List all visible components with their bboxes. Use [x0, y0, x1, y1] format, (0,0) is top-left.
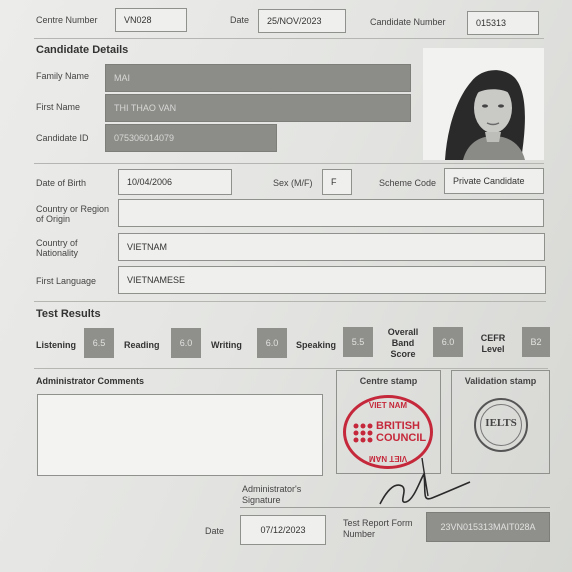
family-name-field: MAI: [105, 64, 411, 92]
centre-number-label: Centre Number: [36, 15, 98, 25]
first-name-field: THI THAO VAN: [105, 94, 411, 122]
stamp-line2: COUNCIL: [376, 432, 427, 444]
cefr-level-score: B2: [522, 327, 550, 357]
footer-date-field: 07/12/2023: [240, 515, 326, 545]
family-name-label: Family Name: [36, 71, 90, 81]
stamp-top-text: VIET NAM: [368, 401, 408, 410]
speaking-score: 5.5: [343, 327, 373, 357]
ielts-seal: [474, 398, 528, 452]
candidate-number-label: Candidate Number: [370, 17, 446, 27]
stamp-line1: BRITISH: [376, 420, 420, 432]
scheme-code-field: Private Candidate: [444, 168, 544, 194]
admin-comments-label: Administrator Comments: [36, 376, 145, 386]
reading-label: Reading: [124, 340, 160, 350]
nationality-field: VIETNAM: [118, 233, 545, 261]
centre-stamp-label: Centre stamp: [359, 376, 418, 386]
overall-band-score: 6.0: [433, 327, 463, 357]
candidate-id-label: Candidate ID: [36, 133, 89, 143]
date-field: 25/NOV/2023: [258, 9, 346, 33]
reading-score: 6.0: [171, 328, 201, 358]
candidate-number-field: 015313: [467, 11, 539, 35]
trf-number-label: Test Report Form Number: [343, 518, 413, 539]
listening-label: Listening: [36, 340, 76, 350]
writing-label: Writing: [211, 340, 242, 350]
footer-date-label: Date: [205, 526, 225, 536]
speaking-label: Speaking: [296, 340, 337, 350]
overall-band-label: Overall Band Score: [387, 327, 419, 359]
scheme-code-label: Scheme Code: [379, 178, 437, 188]
nationality-label: Country of Nationality: [36, 238, 79, 258]
origin-field: [118, 199, 544, 227]
signature-label: Administrator's Signature: [242, 484, 302, 505]
candidate-photo: [423, 48, 544, 160]
date-label: Date: [230, 15, 250, 25]
admin-comments-field: [37, 394, 323, 476]
sex-field: F: [322, 169, 352, 195]
cefr-level-label: CEFR Level: [480, 333, 506, 354]
test-results-title: Test Results: [36, 308, 101, 320]
centre-number-field: VN028: [115, 8, 187, 32]
first-language-label: First Language: [36, 276, 97, 286]
trf-number-field: 23VN015313MAIT028A: [426, 512, 550, 542]
origin-label: Country or Region of Origin: [36, 204, 110, 224]
first-name-label: First Name: [36, 102, 81, 112]
first-language-field: VIETNAMESE: [118, 266, 546, 294]
dob-field: 10/04/2006: [118, 169, 232, 195]
ielts-seal-text: IELTS: [485, 417, 517, 429]
validation-stamp-label: Validation stamp: [464, 376, 537, 386]
administrator-signature: [372, 452, 472, 512]
british-council-dots-icon: [352, 422, 374, 444]
candidate-details-title: Candidate Details: [36, 44, 129, 56]
candidate-id-field: 075306014079: [105, 124, 277, 152]
writing-score: 6.0: [257, 328, 287, 358]
stamp-bottom-text: VIET NAM: [368, 454, 408, 463]
dob-label: Date of Birth: [36, 178, 87, 188]
listening-score: 6.5: [84, 328, 114, 358]
sex-label: Sex (M/F): [273, 178, 313, 188]
